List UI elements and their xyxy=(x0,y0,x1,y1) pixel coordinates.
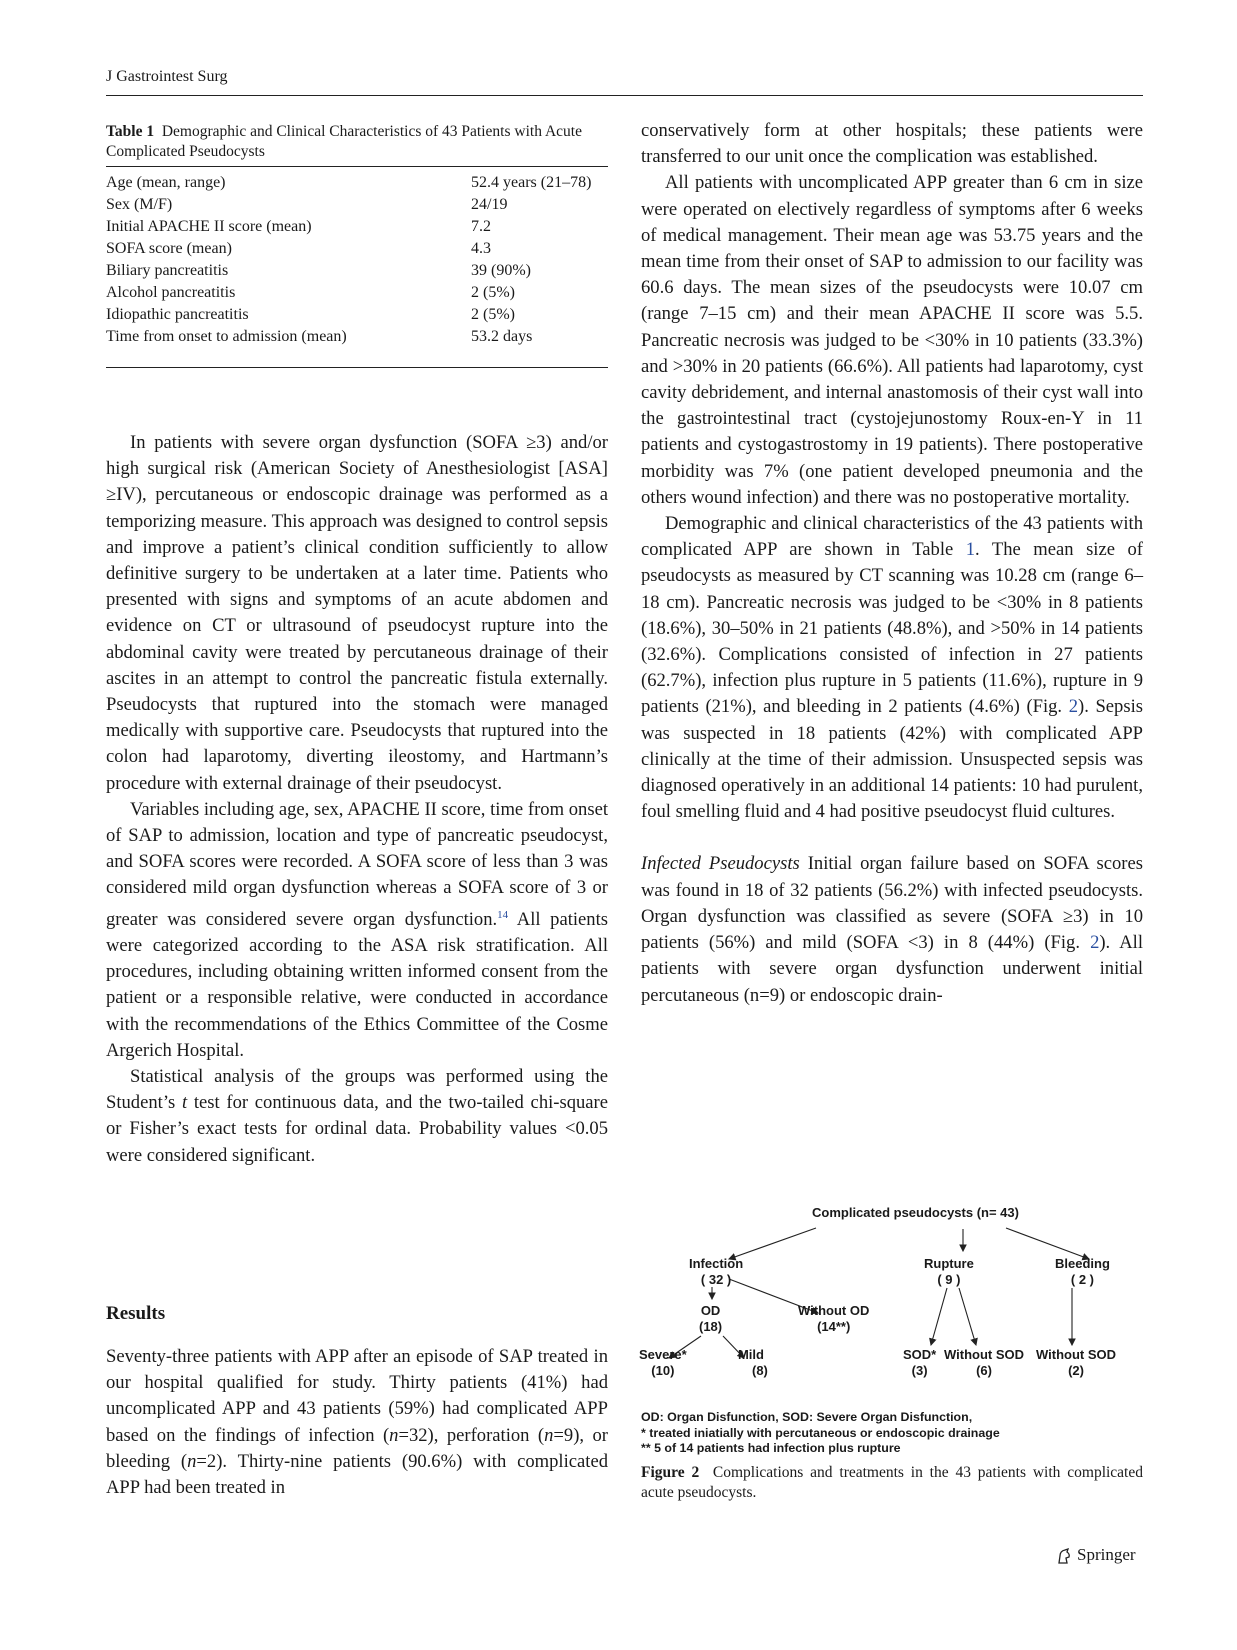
table-row xyxy=(106,193,608,216)
table-top-rule xyxy=(106,166,608,167)
node-without-od: Without OD (14**) xyxy=(798,1303,870,1334)
node-severe: Severe* (10) xyxy=(639,1347,687,1378)
paragraph-infected-text-a: Initial organ failure based on SOFA scores was found in 18 of 32 patients (56.2%) with infected pseudocysts. Organ dysfunction was classified as severe (SOFA ≥3) in 10 patients (56%) and mild (SOFA <3) in 8 (44%) (Fig. xyxy=(641,853,1143,954)
paragraph-infected-text-b: ). All patients with severe organ dysfunction underwent initial percutaneous (n=9) or endoscopic drain- xyxy=(641,932,1143,1006)
table-cell-label: Alcohol pancreatitis xyxy=(106,284,236,301)
publisher-name: Springer xyxy=(1077,1545,1136,1564)
journal-name: J Gastrointest Surg xyxy=(106,68,228,85)
table-cell-value: 4.3 xyxy=(471,240,491,257)
table-cell-label: Initial APACHE II score (mean) xyxy=(106,218,312,235)
table-cell-label: Idiopathic pancreatitis xyxy=(106,306,249,323)
table-cell-label: Biliary pancreatitis xyxy=(106,262,229,279)
left-column xyxy=(106,430,608,1169)
table-cell-value: 52.4 years (21–78) xyxy=(471,174,592,191)
paragraph-results-1: Seventy-three patients with APP after an episode of SAP treated in our hospital qualified for study. Thirty patients (41%) had uncomplicated APP and 43 patients (59%) had complicated APP based on the findings of infection (n=32), perforation (n=9), or bleeding (n=2). Thirty-nine patients (90.6%) with complicated APP had been treated in xyxy=(106,1346,609,1499)
paragraph-infected xyxy=(641,851,1143,1008)
table-caption xyxy=(106,122,608,162)
paragraph-uncomplicated: All patients with uncomplicated APP greater than 6 cm in size were operated on electively regardless of symptoms after 6 weeks of medical management. Their mean age was 53.75 years and the mean time from their onset of SAP to admission to our facility was 60.6 days. The mean sizes of the pseudocysts were 10.07 cm (range 7–15 cm) and their mean APACHE II score was 5.5. Pancreatic necrosis was judged to be <30% in 10 patients (33.3%) and >30% in 20 patients (66.6%). All patients had laparotomy, cyst cavity debridement, and internal anastomosis of their cyst wall into the gastrointestinal tract (cystojejunostomy Roux-en-Y in 11 patients and cystogastrostomy in 19 patients). There postoperative morbidity was 7% (one patient developed pneumonia and the others wound infection) and there was no postoperative mortality. xyxy=(641,172,1143,508)
paragraph-complicated-text-b: . The mean size of pseudocysts as measured by CT scanning was 10.28 cm (range 6–18 cm). Pancreatic necrosis was judged to be <30% in 8 patients (18.6%), 30–50% in 21 patients (48.8%), and >50% in 14 patients (32.6%). Complications consisted of infection in 27 patients (62.7%), infection plus rupture in 5 patients (11.6%), rupture in 9 patients (21%), and bleeding in 2 patients (4.6%) (Fig. xyxy=(641,539,1143,718)
paragraph-complicated xyxy=(641,511,1143,825)
figure-caption-text: Complications and treatments in the 43 patients with complicated acute pseudocysts. xyxy=(641,1464,1143,1501)
paragraph-methods-2 xyxy=(106,797,608,1064)
table-caption-text: Demographic and Clinical Characteristics of 43 Patients with Acute Complicated Pseudocysts xyxy=(106,123,582,160)
paragraph-statistics-text-b: test for continuous data, and the two-tailed chi-square or Fisher’s exact tests for ordinal data. Probability values <0.05 were considered significant. xyxy=(106,1092,608,1166)
figure-legend xyxy=(641,1410,1000,1457)
arrow-rupture-without-sod xyxy=(959,1288,976,1345)
header-rule xyxy=(106,95,1143,96)
figure-2-link-2[interactable]: 2 xyxy=(1090,932,1100,954)
table-cell-value: 39 (90%) xyxy=(471,262,531,279)
node-without-sod-bleeding: Without SOD (2) xyxy=(1036,1347,1117,1378)
node-bleeding: Bleeding ( 2 ) xyxy=(1055,1256,1110,1287)
springer-footer xyxy=(1055,1545,1136,1565)
figure-label: Figure 2 xyxy=(641,1464,700,1481)
table-row xyxy=(106,215,608,238)
figure-2-link[interactable]: 2 xyxy=(1068,696,1078,718)
node-root: Complicated pseudocysts (n= 43) xyxy=(812,1205,1019,1220)
node-sod: SOD* (3) xyxy=(903,1347,937,1378)
legend-line-3: ** 5 of 14 patients had infection plus rupture xyxy=(641,1441,901,1455)
node-without-sod-rupture: Without SOD (6) xyxy=(944,1347,1025,1378)
left-column-results xyxy=(106,1344,608,1501)
infected-pseudocysts-heading: Infected Pseudocysts xyxy=(641,853,800,875)
paragraph-methods-2-text-a: Variables including age, sex, APACHE II score, time from onset of SAP to admission, location and type of pancreatic pseudocyst, and SOFA scores were recorded. A SOFA score of less than 3 was considered mild organ dysfunction whereas a SOFA score of 3 or greater was considered severe organ dysfunction. xyxy=(106,798,608,930)
node-od: OD (18) xyxy=(699,1303,723,1334)
paragraph-statistics xyxy=(106,1064,608,1169)
table-cell-label: Age (mean, range) xyxy=(106,174,226,191)
table-cell-value: 53.2 days xyxy=(471,328,533,345)
table-row xyxy=(106,171,608,194)
arrow-root-bleeding xyxy=(1006,1228,1089,1259)
node-mild: Mild (8) xyxy=(737,1347,768,1378)
arrow-root-infection xyxy=(729,1228,816,1259)
arrow-rupture-sod xyxy=(931,1288,947,1345)
table-cell-value: 24/19 xyxy=(471,196,508,213)
table-row xyxy=(106,259,608,282)
table-row xyxy=(106,325,608,348)
table-cell-label: Sex (M/F) xyxy=(106,196,173,213)
reference-14[interactable]: 14 xyxy=(497,908,509,921)
node-infection: Infection ( 32 ) xyxy=(689,1256,744,1287)
table-cell-value: 7.2 xyxy=(471,218,491,235)
table-cell-value: 2 (5%) xyxy=(471,284,515,301)
paragraph-methods-1: In patients with severe organ dysfunction (SOFA ≥3) and/or high surgical risk (American Society of Anesthesiologist [ASA] ≥IV), percutaneous or endoscopic drainage was performed as a temporizing measure. This approach was designed to control sepsis and improve a patient’s clinical condition sufficiently to allow definitive surgery to be undertaken at a later time. Patients who presented with signs and symptoms of an acute abdomen and evidence on CT or ultrasound of pseudocyst rupture into the abdominal cavity were treated by percutaneous drainage of their ascites in an attempt to control the pancreatic fistula externally. Pseudocysts that ruptured into the stomach were managed medically with supportive care. Pseudocysts that ruptured into the colon had laparotomy, diverting ileostomy, and Hartmann’s procedure with external drainage of their pseudocyst. xyxy=(106,432,608,794)
table-cell-value: 2 (5%) xyxy=(471,306,515,323)
right-column xyxy=(641,118,1143,1009)
legend-line-1: OD: Organ Disfunction, SOD: Severe Organ Disfunction, xyxy=(641,1410,973,1424)
legend-line-2: * treated iniatially with percutaneous or endoscopic drainage xyxy=(641,1425,1000,1440)
table-cell-label: SOFA score (mean) xyxy=(106,240,232,257)
table-bottom-rule xyxy=(106,367,608,368)
table-row xyxy=(106,281,608,304)
t-test-italic: t xyxy=(181,1092,188,1114)
paragraph-methods-2-text-b: All patients were categorized according to the ASA risk stratification. All procedures, including obtaining written informed consent from the patient or a responsible relative, were conducted in accordance with the recommendations of the Ethics Committee of the Cosme Argerich Hospital. xyxy=(106,908,608,1061)
node-rupture: Rupture ( 9 ) xyxy=(924,1256,974,1287)
table-1-link[interactable]: 1 xyxy=(965,539,976,561)
springer-horse-icon xyxy=(1055,1547,1073,1565)
figure-caption xyxy=(641,1463,1143,1503)
table-label: Table 1 xyxy=(106,123,155,140)
results-heading: Results xyxy=(106,1303,166,1324)
paragraph-complicated-text-c: ). Sepsis was suspected in 18 patients (42%) with complicated APP clinically at the time of their admission. Unsuspected sepsis was diagnosed operatively in an additional 14 patients: 10 had purulent, foul smelling fluid and 4 had positive pseudocyst fluid cultures. xyxy=(641,696,1143,823)
paragraph-right-1: conservatively form at other hospitals; these patients were transferred to our unit once the complication was established. xyxy=(641,120,1143,168)
paragraph-complicated-text-a: Demographic and clinical characteristics of the 43 patients with complicated APP are shown in Table xyxy=(641,513,1143,561)
paragraph-statistics-text-a: Statistical analysis of the groups was performed using the Student’s xyxy=(106,1066,608,1114)
table-row xyxy=(106,303,608,326)
table-cell-label: Time from onset to admission (mean) xyxy=(106,328,347,345)
table-row xyxy=(106,237,608,260)
